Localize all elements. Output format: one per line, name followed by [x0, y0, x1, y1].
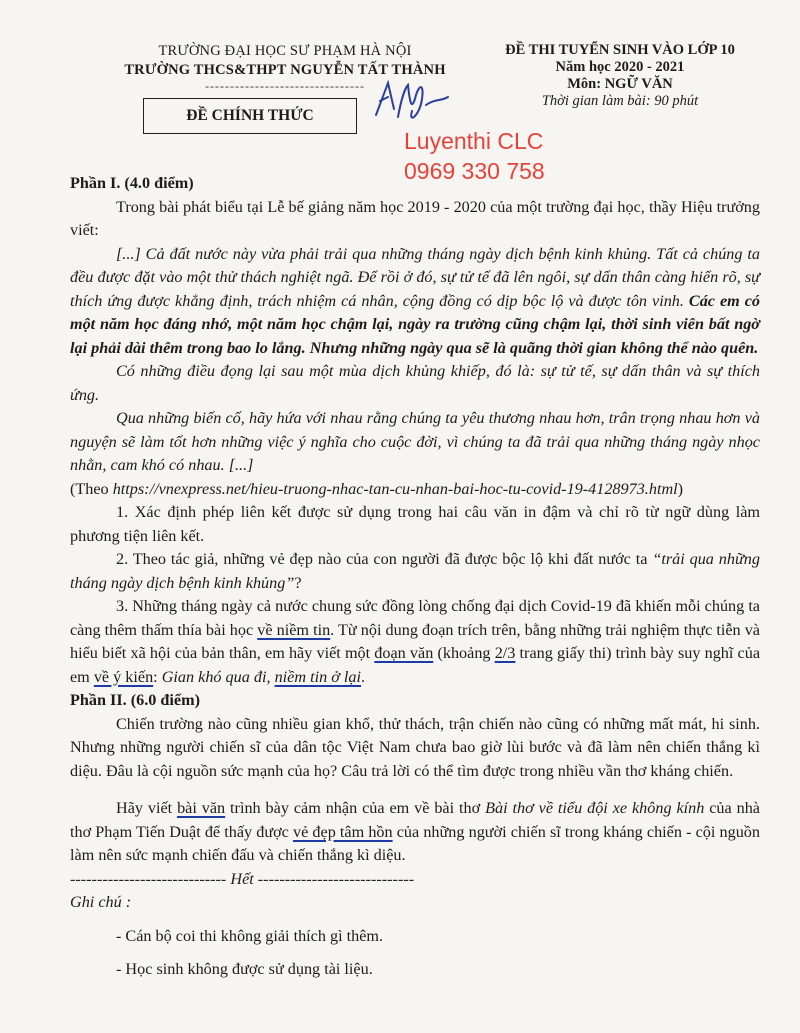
school-name: TRƯỜNG THCS&THPT NGUYỄN TẤT THÀNH: [124, 62, 446, 78]
quote-paragraph-3: Qua những biến cố, hãy hứa với nhau rằng chúng ta yêu thương nhau hơn, trân trọng nhau hơn và nguyện sẽ làm tốt hơn những việc ý nghĩa cho cuộc đời, vì chúng ta đã trải qua những tháng ngày nhọc nhằn, cam khó có nhau. [...]: [70, 409, 760, 474]
question-1: 1. Xác định phép liên kết được sử dụng trong hai câu văn in đậm và chỉ rõ từ ngữ dùng làm phương tiện liên kết.: [70, 503, 760, 545]
question-3: [70, 595, 760, 689]
p2-text-c: của nhà thơ Phạm Tiến Duật để thấy được: [70, 799, 760, 841]
source-citation: [70, 478, 760, 502]
part1-intro: Trong bài phát biểu tại Lễ bế giảng năm học 2019 - 2020 của một trường đại học, thầy Hiệu trưởng viết:: [70, 197, 760, 239]
exam-header: [455, 42, 785, 110]
exam-title: ĐỀ THI TUYỂN SINH VÀO LỚP 10: [505, 42, 735, 58]
subject: Môn: NGỮ VĂN: [567, 76, 673, 92]
note-item-1: - Cán bộ coi thi không giải thích gì thêm.: [116, 926, 384, 945]
q3-text-f: .: [361, 667, 366, 686]
q3-text-a: 3. Những tháng ngày cả nước chung sức đồng lòng chống đại dịch Covid-19 đã khiến mỗi chúng ta càng thêm thấm thía bài học: [70, 597, 760, 639]
p2-underline-1: bài văn: [177, 799, 226, 817]
q3-text-b: . Từ nội dung đoạn trích trên, bằng những trải nghiệm thực tiễn và hiểu biết xã hội của bản thân, em hãy viết một: [70, 620, 760, 662]
university-name: TRƯỜNG ĐẠI HỌC SƯ PHẠM HÀ NỘI: [158, 43, 412, 59]
part2-context: Chiến trường nào cũng nhiều gian khổ, thử thách, trận chiến nào cũng có những mất mát, hi sinh. Nhưng những người chiến sĩ của dân tộc Việt Nam chưa bao giờ lùi bước và đã làm nên chiến thắng kì diệu. Đâu là cội nguồn sức mạnh của họ? Câu trả lời có thể tìm được trong nhiều vần thơ kháng chiến.: [70, 714, 760, 780]
watermark-phone: 0969 330 758: [404, 158, 545, 184]
source-url: https://vnexpress.net/hieu-truong-nhac-tan-cu-nhan-bai-hoc-tu-covid-19-4128973.html: [112, 479, 678, 498]
question-2-text: 2. Theo tác giả, những vẻ đẹp nào của con người đã được bộc lộ khi đất nước ta: [116, 550, 653, 568]
q3-underline-3: 2/3: [494, 644, 516, 662]
header-divider: --------------------------------: [205, 79, 365, 93]
end-word: Hết: [230, 869, 254, 888]
p2-text-d: của những người chiến sĩ trong kháng chiến - cội nguồn làm nên sức mạnh chiến đấu và chiến thắng kì diệu.: [70, 822, 760, 864]
watermark-name: Luyenthi CLC: [404, 128, 544, 154]
source-suffix: ): [677, 479, 684, 498]
source-prefix: (Theo: [70, 479, 113, 498]
time-limit: Thời gian làm bài: 90 phút: [541, 93, 699, 109]
school-year: Năm học 2020 - 2021: [555, 59, 685, 75]
end-marker: [70, 868, 760, 892]
notes-label: Ghi chú :: [70, 893, 132, 911]
part1-heading: Phần I. (4.0 điểm): [70, 174, 194, 192]
part2-task: [70, 797, 760, 868]
question-2-end: ?: [294, 573, 302, 592]
part2-heading: Phần II. (6.0 điểm): [70, 691, 200, 709]
q3-text-d: trang giấy thi) trình bày suy nghĩ của em: [70, 644, 761, 686]
question-2-quote: “trải qua những tháng ngày dịch bệnh kinh khủng”: [70, 550, 760, 592]
q3-italic: Gian khó qua đi,: [161, 667, 275, 686]
poem-title: Bài thơ về tiểu đội xe không kính: [485, 799, 705, 817]
quote-bold-sentences: Các em có một năm học đáng nhớ, một năm học chậm lại, ngày ra trường cũng chậm lại, thời sinh viên bất ngờ lại phải dài thêm trong bao lo lắng. Nhưng những ngày qua sẽ là quãng thời gian không thể nào quên.: [70, 291, 760, 357]
question-2: [70, 548, 760, 595]
note-item-2: - Học sinh không được sử dụng tài liệu.: [116, 960, 373, 978]
q3-text-e: :: [153, 667, 162, 686]
quote-paragraph-2: Có những điều đọng lại sau một mùa dịch khủng khiếp, đó là: sự tử tế, sự dấn thân và sự thích ứng.: [70, 362, 760, 404]
p2-underline-2: vẻ đẹp tâm hồn: [293, 822, 393, 841]
q3-text-c: (khoảng: [433, 644, 495, 662]
quote-paragraph-1: [70, 243, 760, 361]
official-badge: ĐỀ CHÍNH THỨC: [143, 98, 357, 134]
quote-text: [...] Cả đất nước này vừa phải trải qua những tháng ngày dịch bệnh kinh khủng. Tất cả chúng ta đều được đặt vào một thử thách nghiệt ngã. Để rồi ở đó, sự tử tế đã lên ngôi, sự dấn thân càng hiển rõ, sự thích ứng được khẳng định, trách nhiệm cá nhân, cộng đồng có dịp bộc lộ và được tôn vinh.: [70, 244, 760, 310]
end-dashes-right: -----------------------------: [257, 869, 415, 888]
q3-underline-5: niềm tin ở lại: [274, 667, 362, 686]
spacer: [70, 783, 760, 797]
p2-text-b: trình bày cảm nhận của em về bài thơ: [225, 799, 486, 817]
q3-underline-1: về niềm tin: [257, 620, 331, 639]
end-dashes-left: -----------------------------: [70, 869, 227, 888]
q3-underline-2: đoạn văn: [374, 644, 434, 662]
p2-text-a: Hãy viết: [116, 799, 178, 817]
q3-underline-4: về ý kiến: [93, 667, 154, 686]
exam-content: [70, 172, 760, 982]
